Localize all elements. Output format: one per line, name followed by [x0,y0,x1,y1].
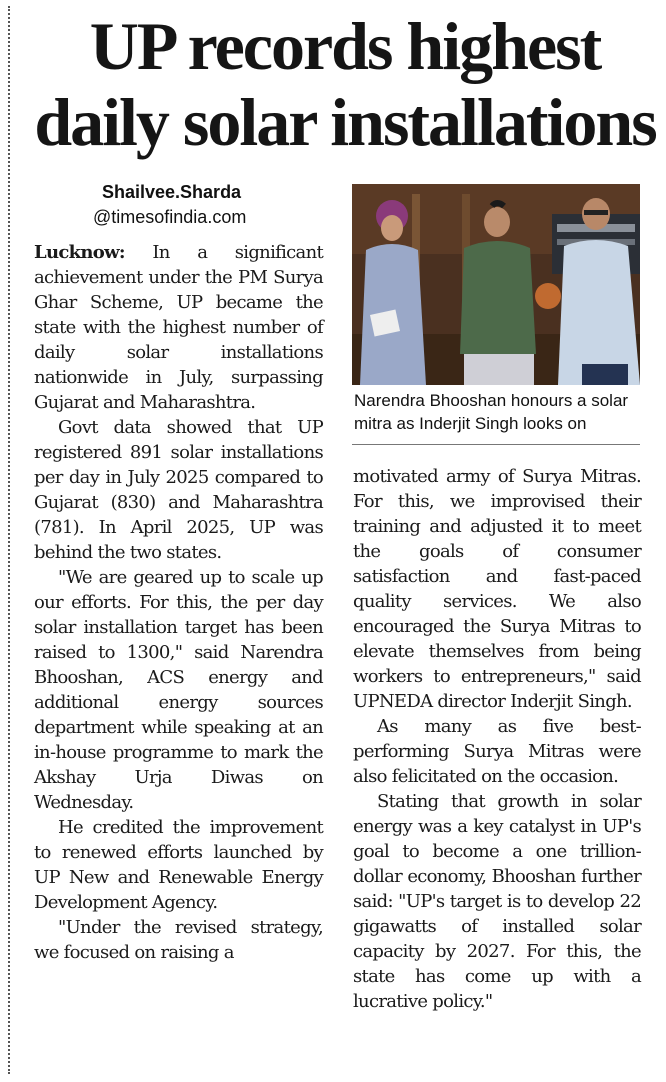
article-paragraph: Stating that growth in solar energy was a key catalyst in UP's goal to become a one trillion-dollar economy, Bhooshan further said: "UP's target is to develop 22 gigawatts of installed solar capacity by 2027. For this, the state has come up with a lucrative policy." [353,791,641,1012]
article-column-left [34,240,323,965]
dateline: Lucknow: [34,242,125,263]
headline-line-2: daily solar installations [34,84,656,160]
caption-divider [352,444,640,445]
article-paragraph: Govt data showed that UP registered 891 solar installations per day in July 2025 compared to Gujarat (830) and Maharashtra (781). In April 2025, UP was behind the two states. [34,417,323,563]
article-paragraph: He credited the improvement to renewed efforts launched by UP New and Renewable Energy Development Agency. [34,817,323,913]
article-paragraph-lead [34,240,323,415]
photo-illustration [352,184,640,385]
headline-line-1: UP records highest [89,8,601,84]
article-paragraph-continued: motivated army of Surya Mitras. For this, we improvised their training and adjusted it to meet the goals of consumer satisfaction and fast-paced quality services. We also encouraged the Surya Mitras to elevate themselves from being workers to entrepreneurs," said UPNEDA director Inderjit Singh. [353,466,641,712]
article-column-right [353,464,641,1014]
news-photo [352,184,640,385]
headline [30,8,660,160]
photo-caption: Narendra Bhooshan honours a solar mitra as Inderjit Singh looks on [354,391,629,433]
article-paragraph: "We are geared up to scale up our efforts. For this, the per day solar installation target has been raised to 1300," said Narendra Bhooshan, ACS energy and additional energy sources department while speaking at an in-house programme to mark the Akshay Urja Diwas on Wednesday. [34,567,323,813]
column-divider-dotted [8,6,10,1074]
article-paragraph: As many as five best-performing Surya Mitras were also felicitated on the occasion. [353,716,641,787]
byline-author: Shailvee.Sharda [102,182,242,202]
lead-text: In a significant achievement under the PM Surya Ghar Scheme, UP became the state with the highest number of daily solar installations nationwide in July, surpassing Gujarat and Maharashtra. [34,242,323,413]
article-paragraph: "Under the revised strategy, we focused on raising a [34,917,323,963]
byline-source: @timesofindia.com [93,207,247,227]
